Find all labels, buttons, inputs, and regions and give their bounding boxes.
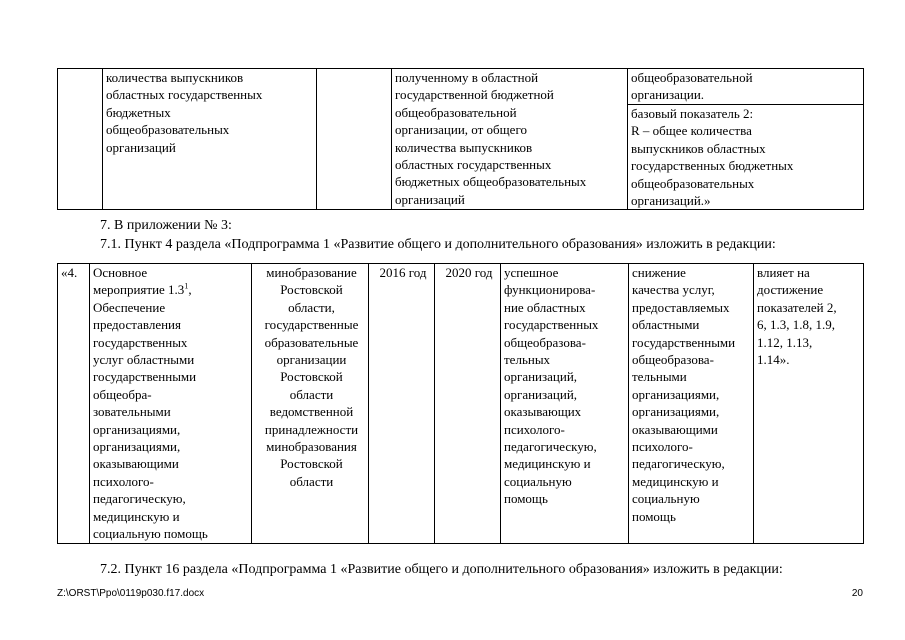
table2-cell-start-year: 2016 год [369,264,435,544]
table2-cell-indicators: влияет на достижение показателей 2, 6, 1.3, 1.8, 1.9, 1.12, 1.13, 1.14». [754,264,864,544]
table2-cell-executor: минобразование Ростовской области, государственные образовательные организации Ростовской области ведомственной принадлежности минобразования Ростовской области [252,264,369,544]
table2-cell-consequences: снижение качества услуг, предоставляемых областными государственными общеобразова- тельными организациями, организациями, оказывающими психолого- педагогическую, медицинскую и социальную помощь [629,264,754,544]
footnote-mark: 1 [184,282,189,292]
table2-cell-expected-result: успешное функционирова- ние областных государственных общеобразова- тельных организаций, организаций, оказывающих психолого- педагогическую, медицинскую и социальную помощь [501,264,629,544]
table-main-event [57,263,864,544]
table-continuation [57,68,864,210]
event-title: Основное мероприятие 1.3 [93,265,185,298]
table1-cell-description: полученному в областной государственной бюджетной общеобразовательной организации, от общего количества выпускников областных государственных бюджетных общеобразовательных организаций [392,69,628,210]
table2-cell-number: «4. [58,264,90,544]
table1-cell-method-top: общеобразовательной организации. [628,69,864,105]
paragraph-7-2: 7.2. Пункт 16 раздела «Подпрограмма 1 «Развитие общего и дополнительного образования» изложить в редакции: [100,562,783,577]
footer-page-number: 20 [851,588,863,599]
table1-cell-empty-1 [58,69,103,210]
event-title-comma: , [188,282,192,298]
footer-file-path: Z:\ORST\Ppo\0119p030.f17.docx [57,588,205,599]
table1-cell-method-bottom: базовый показатель 2: R – общее количества выпускников областных государственных бюджетных общеобразовательных организаций.» [628,105,864,210]
table1-cell-indicator-name: количества выпускников областных государственных бюджетных общеобразовательных организаций [103,69,317,210]
table2-cell-end-year: 2020 год [435,264,501,544]
paragraph-7-1: 7.1. Пункт 4 раздела «Подпрограмма 1 «Развитие общего и дополнительного образования» изложить в редакции: [100,237,776,252]
event-description: Обеспечение предоставления государственных услуг областными государственными общеобра- зовательными организациями, организациями, оказывающими психолого- педагогическую, медицинскую и социальную помощь [93,299,208,542]
table1-cell-empty-2 [317,69,392,210]
table2-cell-event [90,264,252,544]
paragraph-7: 7. В приложении № 3: [100,218,232,233]
